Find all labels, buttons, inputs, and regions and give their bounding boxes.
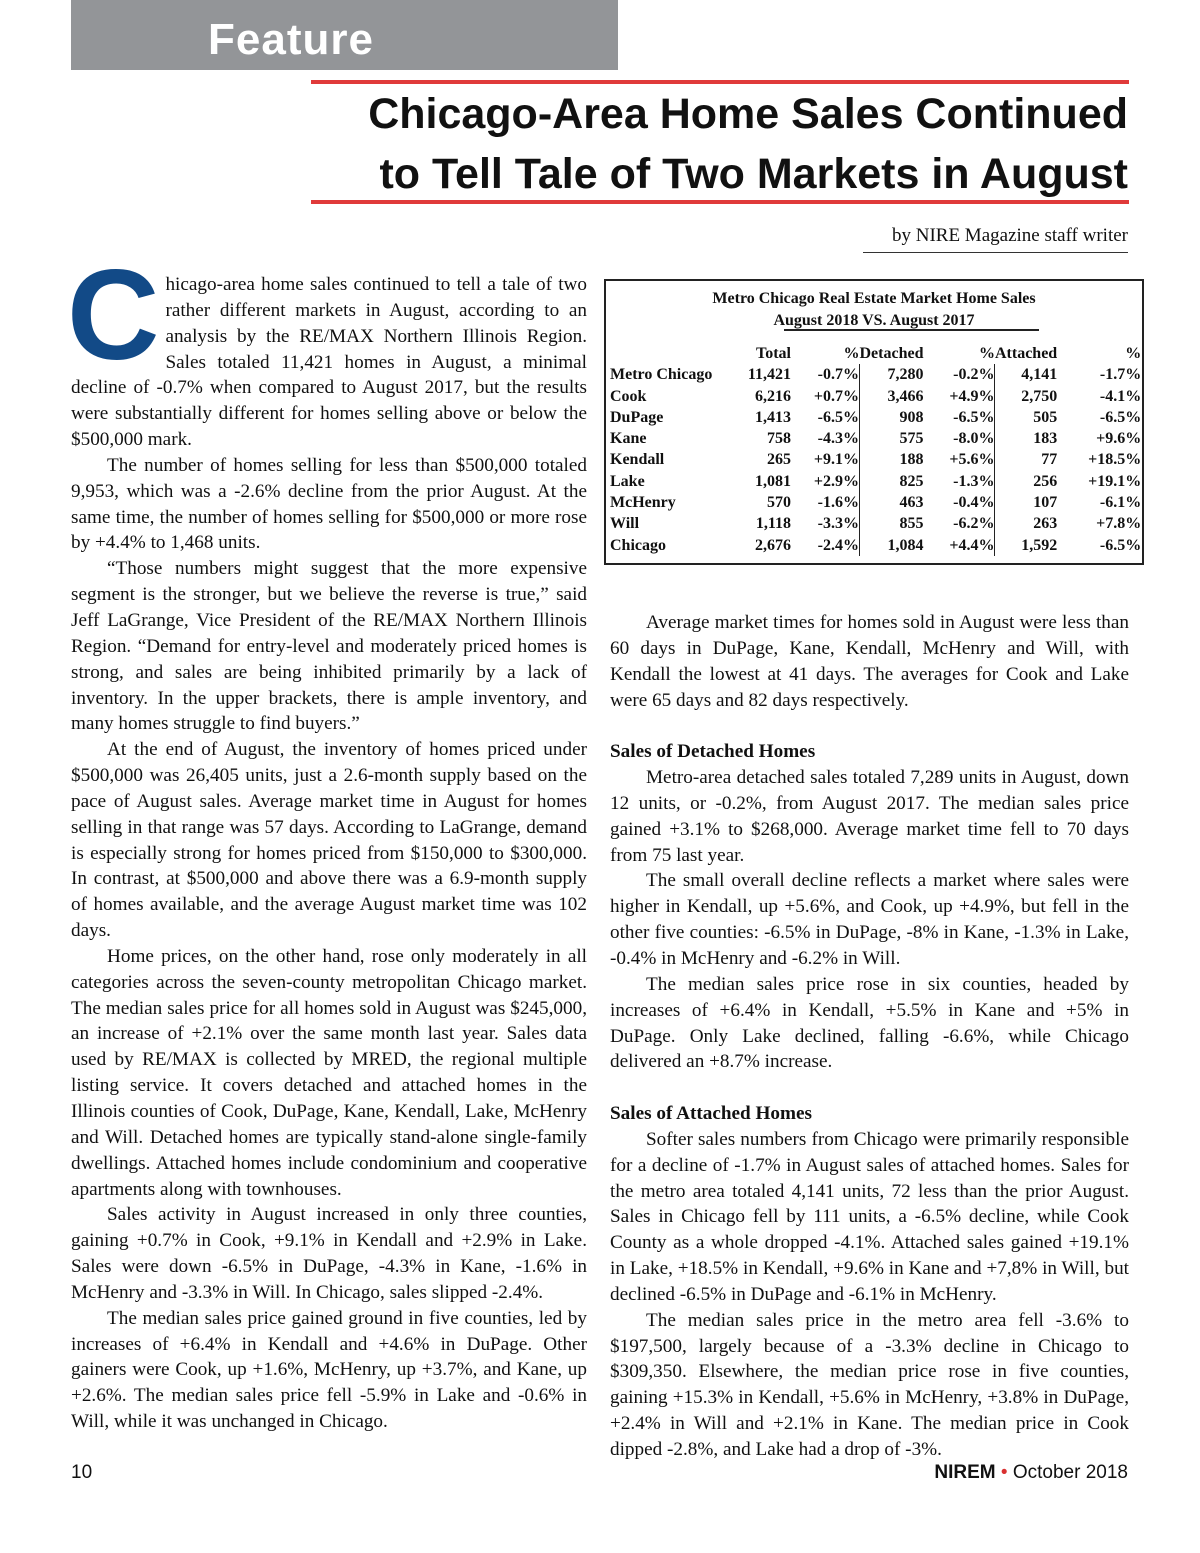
table-header: % bbox=[978, 345, 995, 362]
table-cell: 825 bbox=[860, 471, 924, 492]
section-label: Feature bbox=[208, 15, 374, 64]
table-cell: -4.1% bbox=[1099, 387, 1142, 405]
article-paragraph: “Those numbers might suggest that the more expensive segment is the stronger, but we believe the reverse is true,” said Jeff LaGrange, Vice President of the RE/MAX Northern Illinois Region. “Demand for entry-level and moderately priced homes is strong, and sales are being inhibited primarily by a lack of inventory. In the upper brackets, there is ample inventory, and many homes struggle to find buyers.” bbox=[71, 558, 587, 735]
headline-line-2: to Tell Tale of Two Markets in August bbox=[379, 150, 1128, 198]
table-cell: 1,118 bbox=[755, 515, 791, 533]
table-cell: -1.6% bbox=[817, 494, 859, 512]
table-row-label: McHenry bbox=[610, 494, 676, 512]
table-cell: 11,421 bbox=[747, 366, 791, 384]
table-header-row bbox=[610, 343, 1141, 364]
left-column bbox=[67, 244, 587, 1435]
table-cell: -8.0% bbox=[953, 430, 995, 448]
table-row-label: Cook bbox=[610, 387, 647, 405]
article-paragraph: Home prices, on the other hand, rose only moderately in all categories across the seven-county metropolitan Chicago market. The median sales price for all homes sold in August was $245,000, an increase of +2.1% over the same month last year. Sales data used by RE/MAX is collected by MRED, the regional multiple listing service. It covers detached and attached homes in the Illinois counties of Cook, DuPage, Kane, Kendall, Lake, McHenry and Will. Detached homes are typically stand-alone single-family dwellings. Attached homes include condominium and cooperative apartments along with townhouses. bbox=[71, 945, 587, 1200]
table-cell: 463 bbox=[860, 492, 924, 513]
table-cell: 570 bbox=[767, 494, 791, 512]
table-cell: -2.4% bbox=[817, 536, 859, 554]
table-cell: -1.7% bbox=[1099, 366, 1142, 384]
byline: by NIRE Magazine staff writer bbox=[891, 225, 1128, 246]
table-cell: 758 bbox=[767, 430, 791, 448]
table-cell: -6.5% bbox=[1099, 536, 1142, 554]
table-cell: -6.5% bbox=[1099, 408, 1142, 426]
table-row bbox=[610, 407, 1141, 428]
sales-table bbox=[610, 343, 1141, 556]
footer-bullet: • bbox=[1000, 1462, 1008, 1483]
table-subtitle: August 2018 VS. August 2017 bbox=[773, 312, 975, 329]
article-paragraph: Chicago-area home sales continued to tell a tale of two rather different markets in August, according to an analysis by the RE/MAX Northern Illinois Region. Sales totaled 11,421 homes in August, a minimal decline of -0.7% when compared to August 2017, but the results were substantially different for homes selling above or below the $500,000 mark. bbox=[67, 244, 587, 451]
table-row-label: DuPage bbox=[610, 408, 664, 426]
table-cell: -0.2% bbox=[953, 366, 995, 384]
subheading-detached: Sales of Detached Homes bbox=[610, 741, 816, 763]
table-row bbox=[610, 428, 1141, 449]
table-row-label: Metro Chicago bbox=[610, 366, 713, 384]
table-cell: 1,081 bbox=[755, 472, 791, 490]
table-cell: -3.3% bbox=[817, 515, 859, 533]
table-row bbox=[610, 364, 1141, 385]
byline-rule bbox=[863, 252, 1128, 253]
table-row bbox=[610, 492, 1141, 513]
article-paragraph: The number of homes selling for less than $500,000 totaled 9,953, which was a -2.6% decline from the prior August. At the same time, the number of homes selling for $500,000 or more rose by +4.4% to 1,468 units. bbox=[71, 454, 587, 554]
table-cell: 1,592 bbox=[995, 535, 1057, 556]
table-cell: -1.3% bbox=[953, 472, 995, 490]
table-cell: +7.8% bbox=[1096, 515, 1142, 533]
table-row-label: Lake bbox=[610, 472, 645, 490]
table-cell: 2,750 bbox=[995, 386, 1057, 407]
table-row bbox=[610, 449, 1141, 470]
table-cell: 2,676 bbox=[755, 536, 791, 554]
table-cell: 855 bbox=[860, 513, 924, 534]
table-cell: 183 bbox=[995, 428, 1057, 449]
table-cell: 188 bbox=[860, 449, 924, 470]
table-row-label: Kane bbox=[610, 430, 647, 448]
table-row bbox=[610, 535, 1141, 556]
right-column bbox=[610, 610, 1129, 1463]
sales-table-box bbox=[604, 279, 1144, 565]
table-cell: 6,216 bbox=[755, 387, 791, 405]
footer-issue bbox=[934, 1462, 1128, 1484]
table-cell: 4,141 bbox=[995, 364, 1057, 385]
table-header: Attached bbox=[994, 345, 1058, 362]
headline-line-1: Chicago-Area Home Sales Continued bbox=[368, 90, 1128, 138]
table-header: Detached bbox=[859, 345, 924, 362]
table-row bbox=[610, 386, 1141, 407]
table-cell: +19.1% bbox=[1088, 472, 1142, 490]
table-cell: 77 bbox=[995, 449, 1057, 470]
table-cell: -6.5% bbox=[817, 408, 859, 426]
article-paragraph: The small overall decline reflects a market where sales were higher in Kendall, up +5.6%, and Cook, up +4.9%, but fell in the other five counties: -6.5% in DuPage, -8% in Kane, -1.3% in Lake, -0.4% in McHenry and -6.2% in Will. bbox=[610, 870, 1129, 969]
table-body bbox=[610, 364, 1141, 556]
table-cell: -6.5% bbox=[953, 408, 995, 426]
table-cell: 908 bbox=[860, 407, 924, 428]
table-row-label: Chicago bbox=[610, 536, 666, 554]
table-cell: 7,280 bbox=[860, 364, 924, 385]
article-paragraph: Sales activity in August increased in only three counties, gaining +0.7% in Cook, +9.1% in Kendall and +2.9% in Lake. Sales were down -6.5% in DuPage, -4.3% in Kane, -1.6% in McHenry and -3.3% in Will. In Chicago, sales slipped -2.4%. bbox=[71, 1204, 587, 1303]
dropcap: C bbox=[67, 244, 160, 387]
table-cell: +2.9% bbox=[813, 472, 859, 490]
table-cell: +9.6% bbox=[1096, 430, 1142, 448]
section-banner bbox=[71, 0, 618, 70]
headline-bottom-rule bbox=[311, 200, 1129, 204]
issue-date: October 2018 bbox=[1012, 1462, 1128, 1483]
table-cell: 265 bbox=[767, 451, 791, 469]
table-cell: 1,413 bbox=[755, 408, 791, 426]
table-header bbox=[610, 343, 731, 364]
table-cell: +5.6% bbox=[949, 451, 995, 469]
table-cell: 107 bbox=[995, 492, 1057, 513]
table-cell: -0.7% bbox=[817, 366, 859, 384]
article-paragraph: Softer sales numbers from Chicago were primarily responsible for a decline of -1.7% in August sales of attached homes. Sales for the metro area totaled 4,141 units, 72 less than the prior August. Sales in Chicago fell by 111 units, a -6.5% decline, while Cook County as a whole dropped -4.1%. Attached sales gained +19.1% in Lake, +18.5% in Kendall, +9.6% in Kane and +7,8% in Will, but declined -6.5% in DuPage and -6.1% in McHenry. bbox=[610, 1128, 1129, 1305]
table-cell: +4.9% bbox=[949, 387, 995, 405]
table-cell: -4.3% bbox=[817, 430, 859, 448]
article-paragraph: The median sales price in the metro area fell -3.6% to $197,500, largely because of a -3.3% decline in Chicago to $309,350. Elsewhere, the median price rose in five counties, gaining +15.3% in Kendall, +5.6% in McHenry, +3.8% in DuPage, +2.4% in Will and +2.1% in Kane. The median price in Cook dipped -2.8%, and Lake had a drop of -3%. bbox=[610, 1309, 1129, 1460]
table-cell: -6.2% bbox=[953, 515, 995, 533]
article-paragraph: At the end of August, the inventory of homes priced under $500,000 was 26,405 units, just a 2.6-month supply based on the pace of August sales. Average market time in August for homes selling in that range was 57 days. According to LaGrange, demand is especially strong for homes priced from $150,000 to $300,000. In contrast, at $500,000 and above there was a 6.9-month supply of homes available, and the average August market time was 102 days. bbox=[71, 739, 587, 942]
page-number: 10 bbox=[71, 1462, 93, 1483]
table-row-label: Will bbox=[610, 515, 640, 533]
magazine-name: NIREM bbox=[934, 1462, 996, 1483]
table-header: Total bbox=[756, 345, 791, 362]
table-cell: +9.1% bbox=[813, 451, 859, 469]
article-paragraph: Average market times for homes sold in August were less than 60 days in DuPage, Kane, Kendall, McHenry and Will, with Kendall the lowest at 41 days. The averages for Cook and Lake were 65 days and 82 days respectively. bbox=[610, 612, 1129, 711]
table-cell: 505 bbox=[995, 407, 1057, 428]
table-row bbox=[610, 513, 1141, 534]
headline bbox=[228, 84, 1128, 204]
table-row-label: Kendall bbox=[610, 451, 665, 469]
table-cell: +18.5% bbox=[1088, 451, 1142, 469]
table-title-rule bbox=[784, 329, 1039, 331]
table-cell: 1,084 bbox=[860, 535, 924, 556]
table-cell: 3,466 bbox=[860, 386, 924, 407]
table-cell: +4.4% bbox=[949, 536, 995, 554]
subheading-attached: Sales of Attached Homes bbox=[610, 1103, 812, 1125]
article-paragraph: The median sales price rose in six counties, headed by increases of +6.4% in Kendall, +5.5% in Kane and +5% in DuPage. Only Lake declined, falling -6.6%, while Chicago delivered an +8.7% increase. bbox=[610, 973, 1129, 1073]
table-cell: +0.7% bbox=[813, 387, 859, 405]
article-paragraph: The median sales price gained ground in five counties, led by increases of +6.4% in Kendall and +4.6% in DuPage. Other gainers were Cook, up +1.6%, McHenry, up +3.7%, and Kane, up +2.6%. The median sales price fell -5.9% in Lake and -0.6% in Will, while it was unchanged in Chicago. bbox=[71, 1307, 587, 1433]
table-cell: -6.1% bbox=[1099, 494, 1142, 512]
table-cell: 263 bbox=[995, 513, 1057, 534]
table-cell: 256 bbox=[995, 471, 1057, 492]
table-title: Metro Chicago Real Estate Market Home Sales bbox=[712, 290, 1036, 307]
table-cell: 575 bbox=[860, 428, 924, 449]
table-cell: -0.4% bbox=[953, 494, 995, 512]
table-row bbox=[610, 471, 1141, 492]
table-header: % bbox=[1125, 345, 1142, 362]
table-header: % bbox=[843, 345, 860, 362]
article-paragraph: Metro-area detached sales totaled 7,289 units in August, down 12 units, or -0.2%, from August 2017. The median sales price gained +3.1% to $268,000. Average market time fell to 70 days from 75 last year. bbox=[610, 767, 1129, 866]
